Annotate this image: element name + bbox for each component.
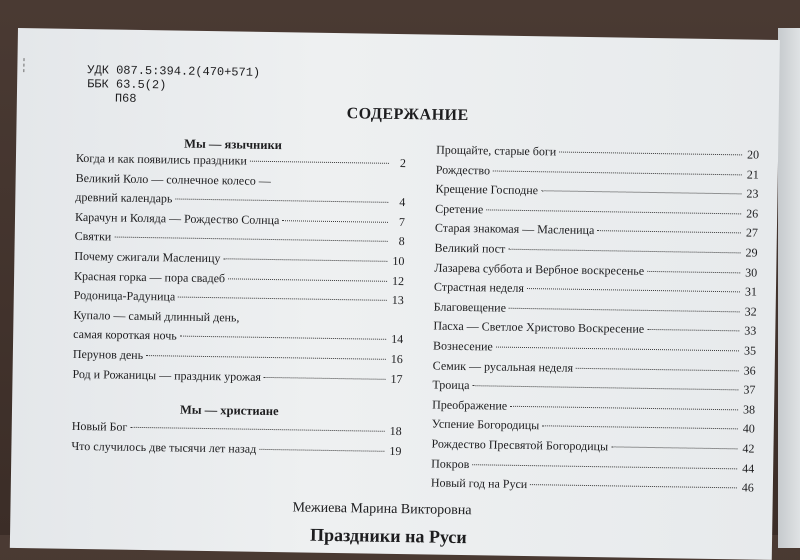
toc-entry-title: Купало — самый длинный день,	[73, 307, 240, 325]
toc-entry-title: Сретение	[435, 201, 484, 217]
dot-leader	[611, 446, 737, 449]
dot-leader	[496, 346, 739, 351]
dot-leader	[146, 355, 386, 360]
toc-entry-title: Вознесение	[432, 338, 493, 354]
toc-entry-title: Карачун и Коляда — Рождество Солнца	[74, 209, 280, 227]
dot-leader	[264, 376, 386, 379]
toc-entry-title: Новый год на Руси	[430, 475, 528, 492]
section-heading-christians: Мы — христиане	[179, 402, 279, 419]
toc-entry-page: 17	[390, 371, 403, 386]
toc-entry-page: 29	[745, 245, 758, 260]
udk-code: УДК 087.5:394.2(470+571)	[87, 63, 261, 80]
toc-entry-title: Покров	[431, 456, 470, 471]
dot-leader	[228, 278, 387, 281]
toc-entry-title: Родоница-Радуница	[73, 288, 176, 304]
dot-leader	[542, 426, 738, 430]
toc-entry-title: Великий Коло — солнечное колесо —	[75, 170, 271, 188]
dot-leader	[282, 220, 388, 223]
toc-left-column	[72, 149, 406, 389]
toc-entry-page: 44	[742, 460, 755, 476]
toc-entry-title: самая короткая ночь	[73, 327, 177, 343]
toc-entry-title: Старая знакомая — Масленица	[434, 220, 595, 238]
dot-leader	[509, 307, 740, 312]
toc-entry-title: Когда и как появились праздники	[75, 150, 247, 168]
binding-mark	[23, 58, 27, 72]
dot-leader	[472, 464, 737, 469]
toc-entry-title: Прощайте, старые боги	[436, 142, 557, 159]
bbk-code: ББК 63.5(2)	[87, 77, 167, 93]
toc-entry-page: 12	[391, 273, 405, 288]
dot-leader	[508, 249, 740, 254]
toc-entry-page: 16	[390, 351, 403, 367]
toc-entry-title: Страстная неделя	[433, 279, 525, 296]
toc-entry-page: 21	[746, 167, 759, 182]
toc-entry-page: 31	[744, 284, 758, 299]
toc-entry-title: Лазарева суббота и Вербное воскресенье	[434, 260, 645, 278]
toc-entry-page: 32	[744, 304, 757, 319]
dot-leader	[527, 288, 740, 292]
toc-entry-page: 36	[743, 362, 756, 378]
toc-entry-title: Благовещение	[433, 299, 507, 315]
dot-leader	[130, 427, 384, 432]
toc-entry-title: Троица	[432, 377, 470, 393]
page-title: СОДЕРЖАНИЕ	[346, 105, 469, 125]
dot-leader	[576, 367, 739, 371]
toc-entry-title: Почему сжигали Масленицу	[74, 248, 221, 266]
toc-entry	[72, 364, 402, 389]
toc-entry-title: Святки	[74, 229, 112, 244]
toc-entry	[71, 436, 401, 461]
toc-entry-page: 42	[742, 441, 755, 456]
toc-entry-page: 14	[391, 332, 404, 347]
dot-leader	[114, 237, 387, 242]
toc-entry-page: 8	[398, 234, 405, 249]
catalog-codes	[87, 63, 260, 108]
toc-entry-title: Рождество	[435, 162, 491, 178]
toc-entry-page: 46	[741, 480, 754, 495]
toc-entry-title: Перунов день	[72, 346, 144, 362]
toc-entry-title: Род и Рожаницы — праздник урожая	[72, 366, 262, 384]
dot-leader	[175, 199, 388, 203]
toc-entry-page: 13	[391, 293, 404, 308]
toc-entry-title: Красная горка — пора свадеб	[74, 268, 226, 285]
toc-entry-page: 19	[389, 443, 402, 458]
toc-entry-page: 4	[399, 195, 406, 210]
toc-entry-title: Крещение Господне	[435, 181, 539, 198]
dot-leader	[597, 231, 741, 234]
toc-entry-page: 38	[742, 402, 756, 417]
toc-entry-title: Пасха — Светлое Христово Воскресение	[433, 318, 645, 337]
book-page	[10, 28, 780, 560]
author-name: Межиева Марина Викторовна	[292, 500, 472, 519]
dot-leader	[530, 484, 737, 488]
toc-entry-page: 30	[745, 265, 758, 280]
toc-entry-page: 20	[746, 147, 760, 162]
toc-entry-page: 2	[399, 156, 407, 171]
section-heading-pagans: Мы — язычники	[184, 136, 283, 153]
dot-leader	[250, 161, 389, 164]
toc-entry-title: Успение Богородицы	[431, 416, 540, 433]
dot-leader	[541, 190, 741, 194]
toc-right-column	[431, 141, 759, 499]
toc-entry-title: Рождество Пресвятой Богородицы	[431, 436, 609, 454]
dot-leader	[559, 152, 742, 156]
dot-leader	[180, 336, 386, 340]
dot-leader	[259, 448, 384, 451]
toc-entry-title: Преображение	[432, 397, 508, 413]
toc-entry-title: Семик — русальная неделя	[432, 358, 574, 375]
toc-entry-page: 18	[389, 423, 402, 439]
toc-entry-page: 26	[746, 206, 759, 221]
toc-entry-page: 33	[744, 323, 757, 338]
toc-entry-title: Что случилось две тысячи лет назад	[71, 438, 257, 456]
toc-entry-page: 23	[746, 186, 759, 201]
toc-entry-title: Великий пост	[434, 240, 506, 256]
dot-leader	[647, 329, 739, 331]
toc-entry-title: Новый Бог	[71, 418, 128, 434]
toc-entry-title: древний календарь	[75, 190, 173, 206]
toc-entry-page: 27	[745, 225, 758, 241]
toc-entry	[431, 474, 754, 499]
dot-leader	[472, 385, 738, 390]
adjacent-page-edge	[778, 28, 800, 548]
dot-leader	[178, 297, 387, 301]
dot-leader	[486, 209, 741, 214]
dot-leader	[647, 270, 740, 272]
dot-leader	[493, 170, 742, 175]
book-title: Праздники на Руси	[309, 524, 467, 548]
toc-christian-column	[71, 417, 402, 461]
toc-entry-page: 10	[392, 253, 405, 269]
dot-leader	[223, 258, 387, 262]
toc-entry-page: 35	[743, 343, 757, 358]
toc-entry-page: 7	[398, 214, 406, 229]
toc-entry-page: 40	[742, 421, 755, 436]
author-code: П68	[114, 91, 137, 106]
toc-entry-page: 37	[743, 382, 756, 397]
dot-leader	[510, 405, 738, 410]
